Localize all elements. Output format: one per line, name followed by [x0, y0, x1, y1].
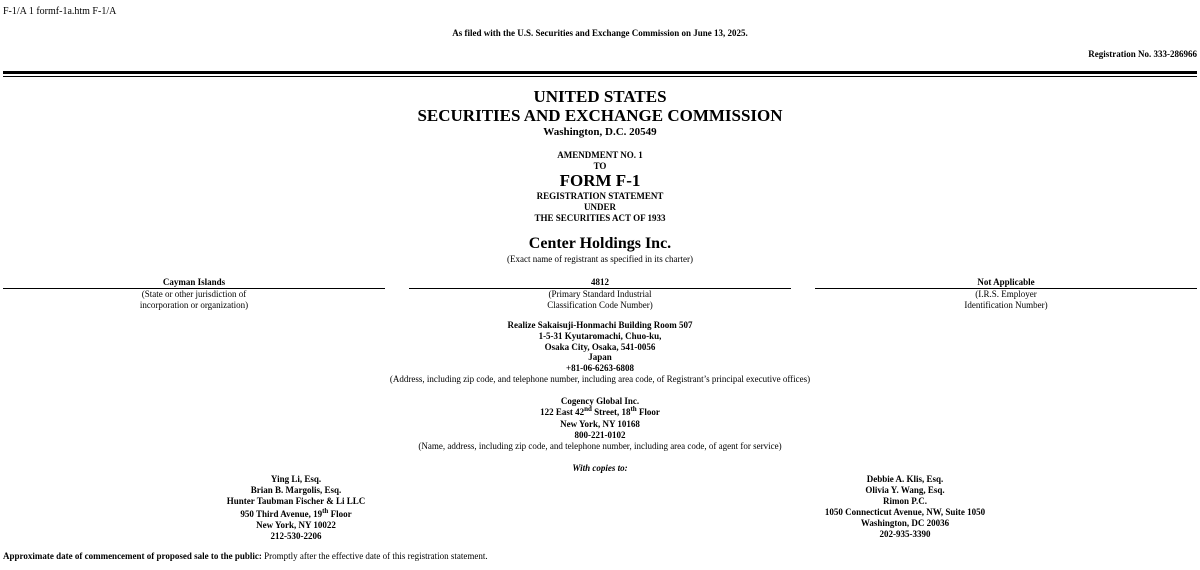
- registration-number: Registration No. 333-286966: [1088, 49, 1197, 59]
- counsel-left-street: 950 Third Avenue, 19th Floor: [240, 507, 352, 519]
- counsel-left-name2: Brian B. Margolis, Esq.: [250, 485, 342, 495]
- agent-phone: 800-221-0102: [574, 430, 626, 440]
- irs-number-caption-line2: Identification Number): [964, 300, 1048, 310]
- approx-date-label: Approximate date of commencement of proposed sale to the public:: [3, 551, 262, 561]
- office-line3: Osaka City, Osaka, 541-0056: [544, 342, 656, 352]
- agency-line2: SECURITIES AND EXCHANGE COMMISSION: [417, 106, 783, 125]
- counsel-right-street: 1050 Connecticut Avenue, NW, Suite 1050: [824, 507, 986, 517]
- office-line4: Japan: [588, 352, 612, 362]
- counsel-left-phone: 212-530-2206: [270, 531, 322, 541]
- office-phone: +81-06-6263-6808: [565, 363, 635, 373]
- amendment-label: AMENDMENT NO. 1: [557, 150, 643, 160]
- counsel-left-city: New York, NY 10022: [256, 520, 336, 530]
- agency-city: Washington, D.C. 20549: [543, 126, 657, 138]
- office-line2: 1-5-31 Kyutaromachi, Chuo-ku,: [538, 331, 662, 341]
- act-label: THE SECURITIES ACT OF 1933: [534, 213, 666, 223]
- form-name: FORM F-1: [559, 171, 641, 190]
- counsel-right-phone: 202-935-3390: [879, 529, 931, 539]
- agent-caption: (Name, address, including zip code, and telephone number, including area code, of agent for service): [418, 441, 782, 451]
- under-label: UNDER: [583, 202, 616, 212]
- jurisdiction-value: Cayman Islands: [3, 277, 385, 289]
- counsel-right-city: Washington, DC 20036: [860, 518, 950, 528]
- sic-code-caption-line2: Classification Code Number): [547, 300, 653, 310]
- file-tag: F-1/A 1 formf-1a.htm F-1/A: [3, 6, 117, 17]
- to-label: TO: [593, 161, 607, 171]
- approx-date-text: Promptly after the effective date of this registration statement.: [261, 551, 488, 561]
- registrant-caption: (Exact name of registrant as specified in its charter): [507, 254, 693, 264]
- agency-line1: UNITED STATES: [533, 87, 667, 106]
- registrant-name: Center Holdings Inc.: [528, 235, 672, 252]
- agent-name: Cogency Global Inc.: [560, 396, 640, 406]
- irs-number-caption-line1: (I.R.S. Employer: [975, 289, 1037, 299]
- agent-street: 122 East 42nd Street, 18th Floor: [540, 405, 660, 417]
- jurisdiction-column: [3, 277, 385, 311]
- sic-code-value: 4812: [409, 277, 791, 289]
- copies-label: With copies to:: [572, 463, 628, 473]
- counsel-right-firm: Rimon P.C.: [883, 496, 927, 506]
- statement-label: REGISTRATION STATEMENT: [536, 191, 664, 201]
- jurisdiction-caption-line1: (State or other jurisdiction of: [141, 289, 247, 299]
- approx-date: [3, 551, 488, 562]
- sic-code-caption-line1: (Primary Standard Industrial: [548, 289, 652, 299]
- filed-line: As filed with the U.S. Securities and Exchange Commission on June 13, 2025.: [452, 28, 748, 38]
- counsel-left-firm: Hunter Taubman Fischer & Li LLC: [226, 496, 366, 506]
- office-caption: (Address, including zip code, and telephone number, including area code, of Registrant’s principal executive offices): [389, 374, 811, 384]
- jurisdiction-caption-line2: incorporation or organization): [139, 300, 249, 310]
- header-rule-thick: [3, 71, 1197, 74]
- counsel-left-name1: Ying Li, Esq.: [270, 474, 322, 484]
- header-rule-thin: [3, 76, 1197, 77]
- counsel-right-block: [795, 474, 1015, 540]
- counsel-left-block: [186, 474, 406, 542]
- sic-code-column: [409, 277, 791, 311]
- counsel-right-name1: Debbie A. Klis, Esq.: [866, 474, 944, 484]
- agent-city: New York, NY 10168: [560, 419, 640, 429]
- office-line1: Realize Sakaisuji-Honmachi Building Room 507: [507, 320, 693, 330]
- irs-number-column: [815, 277, 1197, 311]
- counsel-right-name2: Olivia Y. Wang, Esq.: [865, 485, 945, 495]
- irs-number-value: Not Applicable: [815, 277, 1197, 289]
